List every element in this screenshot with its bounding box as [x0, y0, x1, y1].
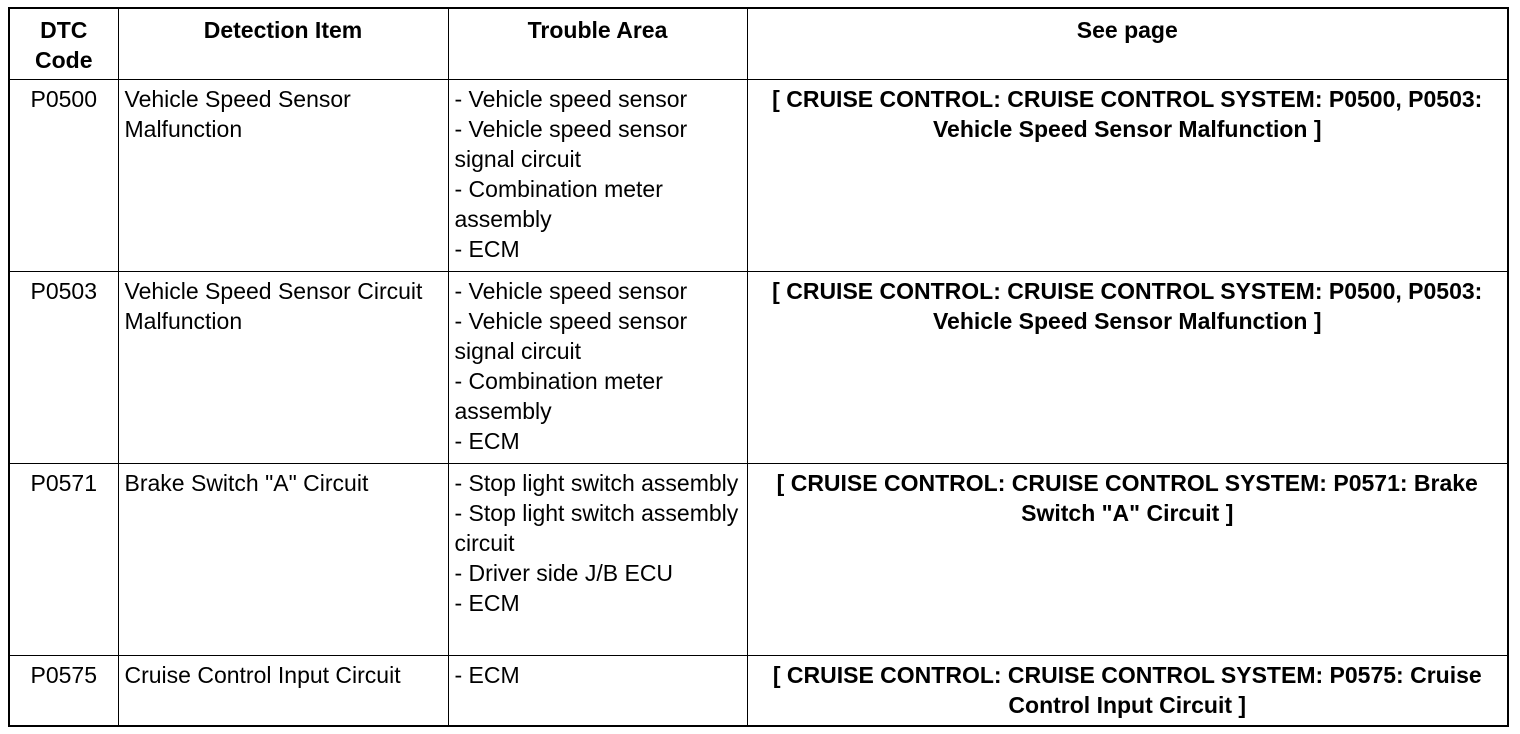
trouble-area-cell [448, 464, 747, 656]
table-header-row [9, 8, 1508, 80]
dtc-code-cell: P0571 [9, 464, 118, 656]
dtc-code-cell: P0500 [9, 80, 118, 272]
trouble-area-line: - Combination meter assembly [454, 368, 663, 424]
trouble-area-line: - Vehicle speed sensor signal circuit [454, 116, 688, 172]
detection-item-cell: Cruise Control Input Circuit [118, 656, 448, 727]
header-detection-item: Detection Item [118, 8, 448, 80]
dtc-table [8, 7, 1509, 727]
table-row [9, 656, 1508, 727]
trouble-area-line: - ECM [454, 428, 520, 454]
trouble-area-line: - ECM [454, 590, 520, 616]
see-page-link[interactable]: [ CRUISE CONTROL: CRUISE CONTROL SYSTEM: P0500, P0503: Vehicle Speed Sensor Malfunction ] [747, 272, 1508, 464]
detection-item-cell: Vehicle Speed Sensor Malfunction [118, 80, 448, 272]
trouble-area-line: - Vehicle speed sensor [454, 278, 688, 304]
see-page-link[interactable]: [ CRUISE CONTROL: CRUISE CONTROL SYSTEM: P0575: Cruise Control Input Circuit ] [747, 656, 1508, 727]
trouble-area-line: - Combination meter assembly [454, 176, 663, 232]
trouble-area-line: - ECM [454, 662, 520, 688]
trouble-area-line: - Vehicle speed sensor [454, 86, 688, 112]
header-trouble-area: Trouble Area [448, 8, 747, 80]
trouble-area-cell [448, 80, 747, 272]
table-row [9, 80, 1508, 272]
see-page-link[interactable]: [ CRUISE CONTROL: CRUISE CONTROL SYSTEM: P0500, P0503: Vehicle Speed Sensor Malfunction ] [747, 80, 1508, 272]
trouble-area-line: - ECM [454, 236, 520, 262]
header-see-page: See page [747, 8, 1508, 80]
trouble-area-line: - Stop light switch assembly [454, 470, 739, 496]
dtc-code-cell: P0575 [9, 656, 118, 727]
detection-item-cell: Vehicle Speed Sensor Circuit Malfunction [118, 272, 448, 464]
detection-item-cell: Brake Switch "A" Circuit [118, 464, 448, 656]
trouble-area-cell [448, 656, 747, 727]
trouble-area-line: - Stop light switch assembly circuit [454, 500, 739, 556]
dtc-table-container [8, 7, 1509, 727]
table-row [9, 464, 1508, 656]
trouble-area-line: - Driver side J/B ECU [454, 560, 674, 586]
table-row [9, 272, 1508, 464]
dtc-code-cell: P0503 [9, 272, 118, 464]
trouble-area-cell [448, 272, 747, 464]
header-dtc-code: DTC Code [9, 8, 118, 80]
see-page-link[interactable]: [ CRUISE CONTROL: CRUISE CONTROL SYSTEM: P0571: Brake Switch "A" Circuit ] [747, 464, 1508, 656]
trouble-area-line: - Vehicle speed sensor signal circuit [454, 308, 688, 364]
